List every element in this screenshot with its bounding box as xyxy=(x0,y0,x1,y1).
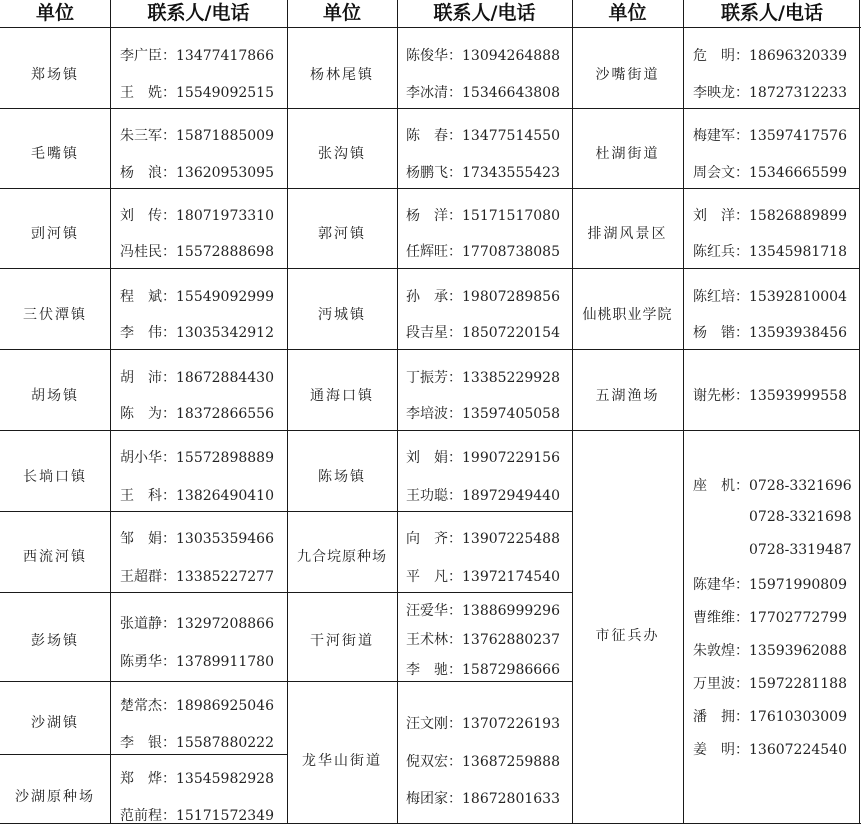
contact-line: 范前程：15171572349 xyxy=(120,808,274,824)
grid-line xyxy=(110,0,111,823)
contact-line: 王 姺：15549092515 xyxy=(120,85,274,101)
contact-line: 丁振芳：13385229928 xyxy=(406,370,560,386)
contact-line: 倪双宏：13687259888 xyxy=(406,754,560,770)
grid-line xyxy=(0,754,287,755)
unit-name: 排湖风景区 xyxy=(587,226,668,242)
contact-line: 胡 沛：18672884430 xyxy=(120,370,274,386)
contact-line: 李 伟：13035342912 xyxy=(120,325,274,341)
grid-line xyxy=(0,268,287,269)
grid-line xyxy=(287,268,572,269)
unit-name: 胡场镇 xyxy=(31,388,79,404)
header-contact: 联系人/电话 xyxy=(721,2,823,24)
header-contact: 联系人/电话 xyxy=(433,2,536,24)
contact-line: 胡小华：15572898889 xyxy=(120,450,274,466)
contact-line: 刘 洋：15826889899 xyxy=(693,208,847,224)
header-unit: 单位 xyxy=(608,2,647,24)
unit-name: 张沟镇 xyxy=(318,146,366,162)
grid-line xyxy=(572,430,859,431)
contact-line: 郑 烨：13545982928 xyxy=(120,771,274,787)
unit-name: 郑场镇 xyxy=(31,67,79,83)
header-unit: 单位 xyxy=(35,2,74,24)
contact-line: 汪文刚：13707226193 xyxy=(406,716,560,732)
unit-name: 龙华山街道 xyxy=(302,753,382,769)
unit-name: 毛嘴镇 xyxy=(31,146,79,162)
grid-line xyxy=(572,188,859,189)
unit-name: 九合垸原种场 xyxy=(297,549,387,565)
unit-name: 三伏潭镇 xyxy=(23,307,87,323)
contact-line: 0728-3319487 xyxy=(749,542,852,558)
contact-line: 陈建华：15971990809 xyxy=(693,577,847,593)
contact-line: 陈勇华：13789911780 xyxy=(120,654,274,670)
unit-name: 郭河镇 xyxy=(318,226,366,242)
contact-line: 李广臣：13477417866 xyxy=(120,48,274,64)
unit-name: 市征兵办 xyxy=(595,628,660,644)
unit-name: 沙嘴街道 xyxy=(595,67,660,83)
contact-line: 李培波：13597405058 xyxy=(406,406,560,422)
header-unit: 单位 xyxy=(322,2,361,24)
grid-line xyxy=(0,349,287,350)
contact-line: 向 齐：13907225488 xyxy=(406,531,560,547)
contact-line: 李 驰：15872986666 xyxy=(406,662,560,678)
grid-line xyxy=(287,0,288,823)
contact-line: 朱敦煌：13593962088 xyxy=(693,643,847,659)
unit-name: 彭场镇 xyxy=(31,633,79,649)
contact-line: 杨鹏飞：17343555423 xyxy=(406,165,560,181)
contact-line: 梅建军：13597417576 xyxy=(693,128,847,144)
contact-line: 座 机：0728-3321696 xyxy=(693,478,852,494)
unit-name: 沙湖镇 xyxy=(31,715,79,731)
grid-line xyxy=(0,188,287,189)
grid-line xyxy=(287,681,572,682)
grid-line xyxy=(0,430,287,431)
grid-line xyxy=(0,511,287,512)
contact-line: 杨 洋：15171517080 xyxy=(406,208,560,224)
grid-line xyxy=(572,268,859,269)
contact-line: 程 斌：15549092999 xyxy=(120,289,274,305)
grid-line xyxy=(287,511,572,512)
contact-line: 冯桂民：15572888698 xyxy=(120,244,274,260)
contact-line: 朱三军：15871885009 xyxy=(120,128,274,144)
contact-line: 孙 承：19807289856 xyxy=(406,289,560,305)
contact-line: 陈 为：18372866556 xyxy=(120,406,274,422)
unit-name: 沔城镇 xyxy=(318,307,366,323)
contact-line: 姜 明：13607224540 xyxy=(693,742,847,758)
grid-line xyxy=(287,108,572,109)
unit-name: 仙桃职业学院 xyxy=(582,307,673,323)
contact-line: 段吉星：18507220154 xyxy=(406,325,560,341)
contact-line: 李映龙：18727312233 xyxy=(693,85,847,101)
contact-line: 平 凡：13972174540 xyxy=(406,569,560,585)
contact-line: 陈红培：15392810004 xyxy=(693,289,847,305)
unit-name: 沙湖原种场 xyxy=(15,789,95,805)
contact-line: 李 银：15587880222 xyxy=(120,735,274,751)
contact-line: 刘 娟：19907229156 xyxy=(406,450,560,466)
grid-line xyxy=(572,0,573,823)
contact-line: 汪爱华：13886999296 xyxy=(406,603,560,619)
contact-line: 王功聪：18972949440 xyxy=(406,488,560,504)
contact-line: 楚常杰：18986925046 xyxy=(120,698,274,714)
contact-line: 危 明：18696320339 xyxy=(693,48,847,64)
contact-line: 潘 拥：17610303009 xyxy=(693,709,847,725)
grid-line xyxy=(0,27,861,28)
unit-name: 剅河镇 xyxy=(31,226,79,242)
contact-line: 王超群：13385227277 xyxy=(120,569,274,585)
contact-line: 邹 娟：13035359466 xyxy=(120,531,274,547)
contact-line: 0728-3321698 xyxy=(749,509,852,525)
contact-line: 李冰清：15346643808 xyxy=(406,85,560,101)
contact-line: 任辉旺：17708738085 xyxy=(406,244,560,260)
grid-line xyxy=(0,108,287,109)
grid-line xyxy=(287,430,572,431)
grid-line xyxy=(572,349,859,350)
unit-name: 干河街道 xyxy=(310,633,374,649)
grid-line xyxy=(859,0,860,823)
grid-line xyxy=(0,681,287,682)
grid-line xyxy=(287,188,572,189)
contact-line: 曹维维：17702772799 xyxy=(693,610,847,626)
contact-line: 王 科：13826490410 xyxy=(120,488,274,504)
contact-line: 万里波：15972281188 xyxy=(693,676,847,692)
grid-line xyxy=(287,592,572,593)
grid-line xyxy=(287,349,572,350)
unit-name: 五湖渔场 xyxy=(595,388,660,404)
contact-line: 谢先彬：13593999558 xyxy=(693,388,847,404)
contact-line: 王术林：13762880237 xyxy=(406,632,560,648)
contact-line: 张道静：13297208866 xyxy=(120,616,274,632)
unit-name: 杜湖街道 xyxy=(595,146,660,162)
grid-line xyxy=(397,0,398,823)
contact-line: 陈俊华：13094264888 xyxy=(406,48,560,64)
unit-name: 陈场镇 xyxy=(318,469,366,485)
contact-line: 陈红兵：13545981718 xyxy=(693,244,847,260)
unit-name: 杨林尾镇 xyxy=(310,67,374,83)
unit-name: 长埫口镇 xyxy=(23,469,87,485)
grid-line xyxy=(0,592,287,593)
header-contact: 联系人/电话 xyxy=(147,2,250,24)
unit-name: 通海口镇 xyxy=(310,388,374,404)
grid-line xyxy=(683,0,684,823)
contact-line: 刘 传：18071973310 xyxy=(120,208,274,224)
contact-line: 梅团家：18672801633 xyxy=(406,791,560,807)
contact-line: 陈 春：13477514550 xyxy=(406,128,560,144)
grid-line xyxy=(572,108,859,109)
contact-line: 杨 锴：13593938456 xyxy=(693,325,847,341)
contact-line: 周会文：15346665599 xyxy=(693,165,847,181)
contact-line: 杨 浪：13620953095 xyxy=(120,165,274,181)
unit-name: 西流河镇 xyxy=(23,549,87,565)
